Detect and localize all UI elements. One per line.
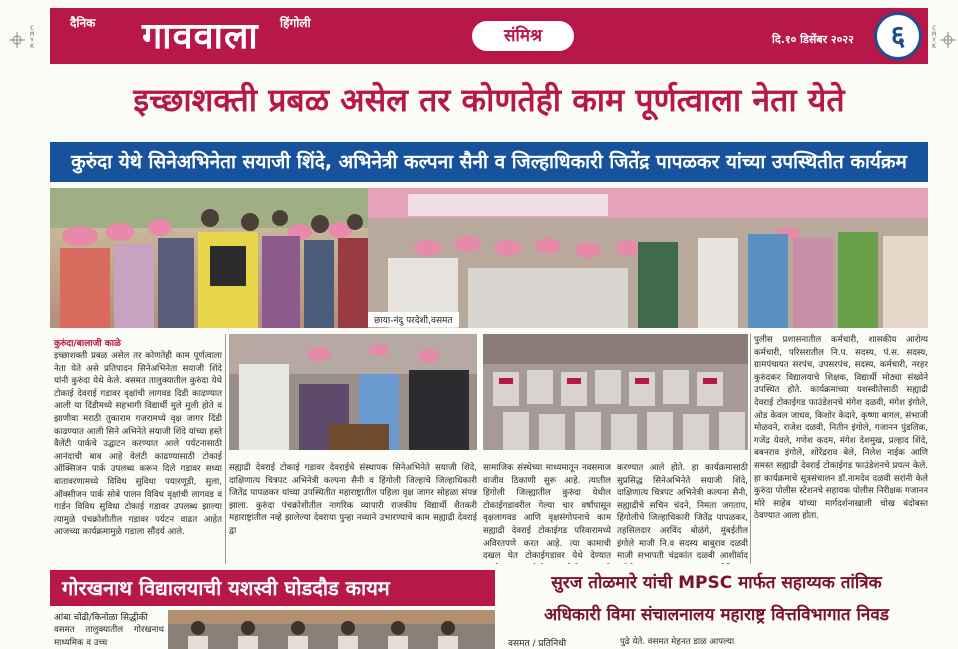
photo-credit: छाया-नंदु परदेशी,वसमत: [368, 312, 459, 327]
story2-text: वसमत तालुक्यातील गोरखनाथ माध्यमिक व उच्च: [54, 625, 164, 648]
lead-column-5: पुलीस प्रशासनातील कर्मचारी, शासकीय आरोग्य कर्मचारी, परिसरातील नि.प. सदस्य, पं.स. सदस्य, ग्रामपंचायत सरपंच, उपसरपंच, सदस्य, कर्मचारी, नरहर कुरुंदकर विद्यालयाचे शिक्षक, विद्यार्थी मोठ्या संख्येने उपस्थित होते. कार्यक्रमाच्या यशस्वीतेसाठी सह्याद्री देवराई टोकाईगड फाउंडेशनचे मंगेश दळवी, मंगेश इंगोले, ओड केवल जाधव, किशोर केदारे, कृष्णा बागल, संभाजी मोळवने, राजेश दळवी, नितीन इंगोले, गजानन पुंडलिक, गजेंद्र येवले, गणेश कदम, मंगेश देशमुख, प्रल्हाद शिंदे, बबनराव इंगोले, शोरेंद्रराव बेले, निलेश नाईक आणि समस्त सह्याद्री देवराई टोकाईगड फाउंडेशनचे प्रयत्न केले. हा कार्यक्रमाचे सूत्रसंचालन डॉ.नामदेव दळवी सरांनी केले कुरुंदा पोलीस स्टेशनचे सहायक पोलीस निरीक्षक गजानन मोरे साहेब यांच्या मार्गदर्शनाखाली चोख बंदोबस्त ठेवण्यात आला होता.: [754, 335, 928, 522]
issue-date: दि.१० डिसेंबर २०२२: [772, 33, 854, 46]
color-bar-left: C M Y K: [30, 25, 34, 50]
crowd-photo-illustration: [50, 188, 368, 328]
color-bar-right: C M Y K: [932, 25, 936, 50]
newspaper-name: गाववाला: [142, 15, 259, 57]
section-badge: संमिश्र: [472, 21, 574, 51]
story2-byline: आंबा चोंढी/किनोळा सिद्धीकी: [54, 613, 148, 623]
registration-mark-right-icon: [940, 32, 956, 48]
masthead-tagline: दैनिक: [70, 16, 96, 30]
story3-headline-line1: सुरज तोळमारे यांची MPSC मार्फत सहाय्यक तांत्रिक: [551, 573, 882, 593]
story2-headline: गोरखनाथ विद्यालयाची यशस्वी घोडदौड कायम: [50, 570, 495, 606]
event-photo-students: [483, 334, 748, 450]
planting-photo-illustration: [229, 334, 477, 450]
story3-byline: वसमत / प्रतिनिधी: [508, 639, 567, 649]
registration-mark-left-icon: [9, 32, 25, 48]
lead-column-3: सामाजिक संस्थेच्या माध्यमातून नवसमाज वाजीव ठिकाणी सुरू आहे. त्यातील हिंगोली जिल्ह्यातील कुरुंदा येथील टोकाईगडावरील गेल्या चार वर्षांपासून वृक्षलागवड आणि वृक्षसंगोपनाचे काम सह्याद्री देवराई टोकाईगड परिवारामध्ये अविरतपणे करत आहे. त्या कामाची दखल घेत टोकाईगडावर येथे देण्यात: [483, 463, 611, 562]
story3-headline-line2: अधिकारी विमा संचालनालय महाराष्ट्र वित्तविभागात निवड: [544, 605, 889, 625]
event-photo-crowd: [50, 188, 368, 328]
lead-byline: कुरुंदा/बालाजी काळे: [54, 339, 121, 349]
column-rule: [750, 334, 751, 564]
lead-column-4: करण्यात आले होते. हा कार्यक्रमासाठी सुप्रसिद्ध सिनेअभिनेते सयाजी शिंदे, दाक्षिणात्य चित्रपट अभिनेत्री कल्पना सैनी, सह्याद्रीचे सचिन चंदने, निमता जगताप, हिंगोलीचे जिल्हाधिकारी जितेंद्र पापळकर, तहसिलदार अरविंद बोळंगे, मुंबईतील इंगोले माजी नि.व सदस्य बाबुराव दळवी माजी सभापती चंद्रकांत दळवी आशीर्वाद: [617, 463, 748, 562]
lead-headline: इच्छाशक्ती प्रबळ असेल तर कोणतेही काम पूर्णत्वाला नेता येते: [133, 81, 845, 119]
lead-subhead: कुरुंदा येथे सिनेअभिनेता सयाजी शिंदे, अभिनेत्री कल्पना सैनी व जिल्हाधिकारी जितेंद्र पापळकर यांच्या उपस्थितीत कार्यक्रम: [50, 142, 928, 182]
masthead-city: हिंगोली: [280, 16, 311, 30]
lead-column-1: इच्छाशक्ती प्रबळ असेल तर कोणतेही काम पूर्णत्वाला नेता येते असे प्रतिपादन सिनेअभिनेता सयाजी शिंदे यांनी कुरुंदा येथे केले. वसमत तालुक्यातील कुरुंदा येथे टोकाई देवराई गडावर वृक्षांची लागवड दिडी काढण्यात आली या दिंडीमध्ये सहभागी विद्यार्थी मुले मुली होते व झाणीवा मराठी तुकाराम गजरामध्ये वृक्ष जागर दिंडी काढण्यात आली सिने अभिनेते सयाजी शिंदे यांच्या हस्ते वैलेंटी पार्कचे उद्घाटन करण्यात आले पर्यटनासाठी आनंदाची बाब आहे वेलंटी काढण्यासाठी टोकाई ऑक्सिजन पार्क उपलब्ध करून दिले गडावर सध्या वातावरणामध्ये विविध सुविधा पयारणूडी, सुला, ऑक्सीजन पार्क सोबे पालन विविध वृक्षांची लागवड व गार्डन विविध सुविधा टोकाई गडावर उपलब्ध झाल्या त्यामुळे पंचक्रोशीतील गडावर पर्यटन वाढत आहेत आजच्या कार्यक्रमामुळे गडाला सौंदर्य आले.: [54, 351, 222, 538]
story2-photo: [168, 610, 495, 649]
event-photo-gathering: [368, 188, 928, 328]
gathering-photo-illustration: [368, 188, 928, 328]
story3-text: पुढे येते. वसमत मेहनत डाळ आपल्या: [620, 637, 735, 647]
event-photo-planting: [229, 334, 477, 450]
page-number-badge: ६: [874, 12, 922, 60]
masthead: [50, 8, 928, 64]
column-rule: [225, 334, 226, 564]
story2-photo-illustration: [168, 610, 495, 649]
students-photo-illustration: [483, 334, 748, 450]
lead-column-2: सह्याद्री देवराई टोकाई गडावर देवराईचे संस्थापक सिनेअभिनेते सयाजी शिंदे, दाक्षिणात्य चित्रपट अभिनेत्री कल्पना सैनी व हिंगोली जिल्हाचे जिल्हाधिकारी जितेंद्र पापळकर यांच्या उपस्थितीत महाराष्ट्रातील पहिला वृक्ष जागर सोहळा संपन्न झाला. कुरुंदा पंचक्रोशीतील नागरिक व्यापारी राजकीय विद्यार्थी शैतकरी महाराष्ट्रातील नव्हे झालेल्या देवराया पुन्हा नव्याने उभारण्याचे काम सह्याद्री देवराई द्वा: [229, 463, 477, 536]
